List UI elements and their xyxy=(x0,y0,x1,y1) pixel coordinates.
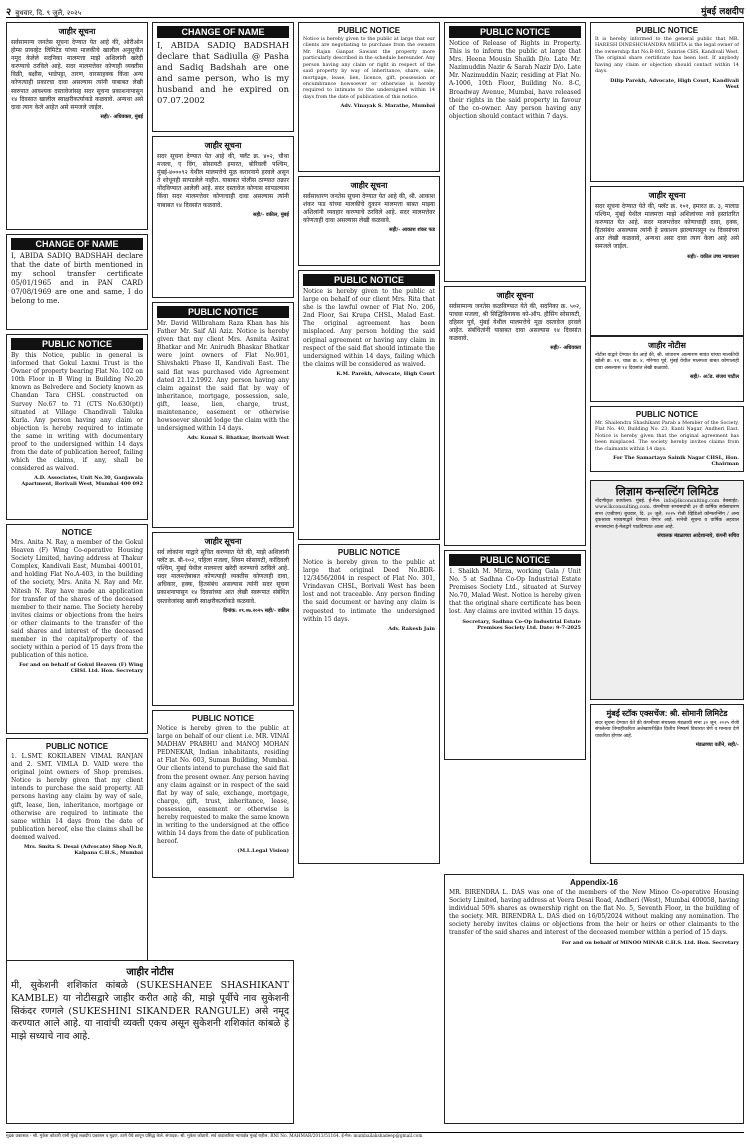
notice-sign: Dilip Parekh, Advocate, High Court, Kandivali West xyxy=(610,77,739,90)
notice-body: सदर सूचना देण्यात येत आहे की, फ्लॅट क्र. ४०२, चौथा मजला, ए विंग, सोसायटी इमारत, बोरिवली पश्चिम, मुंबई-४०००९२ येथील मालमत्तेचे मूळ करारनामे हरवले असून ते शोधूनही सापडलेले नाहीत. याबाबत पोलीस ठाण्यात तक्रार नोंदविण्यात आलेली आहे. सदर दस्तावेज कोणास सापडल्यास किंवा सदर मालमत्तेवर कोणाचाही दावा असल्यास त्यांनी याबाबत १४ दिवसांत कळवावे. xyxy=(157,153,289,209)
page-number: २ xyxy=(6,6,12,18)
notice-body: सदर सूचना देण्यात येते की कंपनीच्या संचालक मंडळाची सभा ३० जून, २०२५ रोजी संपलेल्या तिमाहीकरिता अलेखापरीक्षित वित्तीय निष्कर्ष विचारात घेणे व मान्यता देणे याकरिता होणार आहे. xyxy=(595,721,739,739)
notice-body: Notice of Release of Rights in Property. This is to inform the public at large that Mrs. Heena Mousin Shaikh D/o. Late Mr. Nazimuddin Nazir & Sarah Nazir D/o. Late Mr. Nazimuddin Nazir, residing at Flat No. A-1006, 10th Floor, Building No. 8-C, Broadway Avenue, Mumbai, have released their rights in the said property in favour of the co-owner. Any person having any objection should contact within 7 days. xyxy=(449,40,581,120)
notice-body: मी, सुकेशनी शशिकांत कांबळे (SUKESHANEE SHASHIKANT KAMBLE) या नोटीसद्वारे जाहीर करीत आहे की, माझे पूर्वीचे नाव सुकेशनी सिकंदर रणगले (SUKESHINI SIKANDER RANGULE) असे नमूद करण्यात आले आहे. या नावांची व्यक्ती एकच असून सुकेशनी शशिकांत कांबळे हे माझे सध्याचे नाव आहे. xyxy=(11,980,289,1043)
notice-3 xyxy=(6,334,148,520)
footer-imprint: मुद्रक प्रकाशक - श्री. मुकेश कोठारी यांनी मुंबई लक्षदीप प्रकाशन व मुद्रण, ठाणे येथे छापून प्रसिद्ध केले. संपादक: श्री. मुकेश कोठारी. सर्व वादांकरिता न्यायक्षेत्र मुंबई राहील. RNI No. MAHMAR/2013/51164. ई-मेल: mumbailakshadeep@gmail.com xyxy=(6,1132,744,1140)
notice-sign: दिनांक: ०९.०७.२०२५ सही/- वकील xyxy=(223,607,289,614)
notice-19 xyxy=(590,186,744,336)
notice-title: PUBLIC NOTICE xyxy=(45,742,109,751)
notice-title: PUBLIC NOTICE xyxy=(337,26,401,35)
notice-14 xyxy=(298,176,440,266)
company-name: लिज्ञाम कन्सल्टिंग लिमिटेड xyxy=(615,486,719,498)
notice-title: CHANGE OF NAME xyxy=(157,26,289,38)
notice-sign: सही/- वकील, मुंबई xyxy=(252,211,289,218)
notice-body: It is hereby informed to the general public that MR. HARESH DINESHCHANDRA MEHTA is the legal owner of the ownership flat No.B-801, Sunrise CHS, Kandivali West. The original share certificate has been lost. If anybody having any claim or objection should contact within 14 days. xyxy=(595,37,739,75)
notice-title: जाहीर सूचना xyxy=(350,181,388,190)
notice-sign: K.M. Parekh, Advocate, High Court xyxy=(336,370,435,377)
notice-sign: Secretary, Sadhna Co-Op Industrial Estate Premises Society Ltd. Date: 9-7-2025 xyxy=(462,618,581,631)
notice-8 xyxy=(152,302,294,528)
notice-title: PUBLIC NOTICE xyxy=(337,548,401,557)
notice-13 xyxy=(298,270,440,540)
notice-body: MR. BIRENDRA L. DAS was one of the members of the New Minoo Co-operative Housing Society Limited, having address at Veera Desai Road, Andheri (West), Mumbai 400058, having individual 50% shares as ownership right on the flat No. 5, Seventh Floor, in the building of the society. MR. BIRENDRA L. DAS died on 16/05/2024 without making any nomination. The society hereby invites claims or objections from the heir or heirs or other claimants to the transfer of the said shares and interest of the deceased member within a period of 15 days. xyxy=(449,889,739,937)
notice-title: PUBLIC NOTICE xyxy=(11,338,143,350)
notice-sign: For The Samartaya Sainik Nagar CHSL, Hon. Chairman xyxy=(613,455,739,468)
notice-body: Mr. Shailendra Shashikant Parab a Member of the Society, Flat No. 40, Building No. 23, Kanti Nagar, Andheri East. Notice is hereby given that the original agreement has been misplaced. The society hereby invites claims from the claimants within 14 days. xyxy=(595,421,739,452)
notice-title: जाहीर सूचना xyxy=(496,291,534,300)
notice-title: जाहीर सूचना xyxy=(58,27,96,36)
notice-title: PUBLIC NOTICE xyxy=(303,274,435,286)
notice-title: PUBLIC NOTICE xyxy=(635,26,699,35)
notice-21 xyxy=(590,336,744,402)
notice-body: Notice is hereby given to the public at large on behalf of our client i.e. MR. VINAI MADHAV PRABHU and MANOJ MOHAN PEDNEKAR, Indian inhabitants, residing at Flat No. 603, Suman Building, Mumbai. Our clients intend to purchase the said flat from the present owner. Any person having any claim against or in respect of the said flat by way of sale, exchange, mortgage, charge, gift, trust, inheritance, lease, possession, easement or otherwise is hereby requested to make the same known in writing to the undersigned at the office within 14 days from the date of publication hereof. xyxy=(157,725,289,846)
notice-9 xyxy=(152,532,294,706)
notice-sign: Mrs. Smita S. Desai (Advocate) Shop No.8, Kalpana C.H.S., Mumbai xyxy=(23,844,143,857)
notice-sign: सही/- आकाश शंकर फड xyxy=(389,227,435,234)
notice-sign: सही/- वकील उच्च न्यायालय xyxy=(687,253,739,260)
notice-1 xyxy=(6,22,148,230)
notice-body: नोटीस याद्वारे देण्यात येत आहे की, श्री. शांताराम आत्माराम सावंत यांच्या मालकीची खोली क्र. १२, चाळ क्र. ४, गोरेगाव पूर्व, मुंबई येथील मालमत्ता बाबत कोणालाही दावा असल्यास १४ दिवसांत लेखी कळवावे. xyxy=(595,353,739,371)
notice-title: CHANGE OF NAME xyxy=(11,238,143,250)
notice-sign: सही/- अधिवक्ता, मुंबई xyxy=(100,113,143,120)
notice-title: जाहीर नोटीस xyxy=(648,341,686,350)
notice-20 xyxy=(444,550,586,760)
notice-sign: Adv. Vinayak S. Marathe, Mumbai xyxy=(340,103,435,110)
notice-title: PUBLIC NOTICE xyxy=(449,26,581,38)
notice-body: By this Notice, public in general is informed that Gokul Laxmi Trust is the Owner of property bearing Flat No. 102 on 10th Floor in B Wing in Building No.20 known as Belvedere and Society known as Chandan Tara CHSL constructed on Survey No.67 to 71 (CTS No.630(pt)) situated at Village Chandivali Taluka Kurla. Any person having any claim or objection is hereby required to intimate the same in writing with documentary proof to the undersigned within 14 days from the date of publication hereof, failing which the claims, if any, shall be considered as waived. xyxy=(11,352,143,473)
notice-sign: सही/- अधिवक्ता xyxy=(550,345,581,352)
notice-sign: Adv. Kunal S. Bhatkar, Borivali West xyxy=(187,435,289,442)
notice-body: नोंदणीकृत कार्यालय: मुंबई. ई-मेल: info@lkconsulting.com वेबसाईट: www.lkconsulting.com. कंपनीच्या सभासदांची ३२ वी वार्षिक सर्वसाधारण सभा (एजीएम) बुधवार, दि. ३० जुलै, २०२५ रोजी व्हिडिओ कॉन्फरन्सिंग / अन्य दृकश्राव्य माध्यमाद्वारे घेण्यात येणार आहे. सभेची सूचना व वार्षिक अहवाल सभासदांना ई-मेलद्वारे पाठविण्यात आला आहे. xyxy=(595,499,739,530)
notice-body: सर्व लोकांना याद्वारे सूचित करण्यात येते की, माझे अशिलांनी फ्लॅट क्र. बी-१०२, पहिला मजला, शिवम सोसायटी, कांदिवली पश्चिम, मुंबई येथील मालमत्ता खरेदी करण्याचे ठरविले आहे. सदर मालमत्तेबाबत कोणत्याही व्यक्तीस कोणताही दावा, अधिकार, हक्क, हितसंबंध असल्यास त्यांनी सदर सूचना प्रकाशनापासून १४ दिवसांच्या आत लेखी स्वरूपात संबंधित दस्तावेजांसह खाली स्वाक्षरीकर्त्याकडे कळवावे. xyxy=(157,549,289,605)
notice-22 xyxy=(590,406,744,472)
notice-11 xyxy=(6,960,294,1124)
notice-18 xyxy=(590,22,744,182)
appendix-area xyxy=(444,874,744,1128)
notice-25 xyxy=(444,874,744,1124)
notice-title: PUBLIC NOTICE xyxy=(449,554,581,566)
notice-7 xyxy=(152,136,294,298)
notice-body: सर्वसाधारण जनतेस सूचना देण्यात येत आहे की, श्री. आकाश शंकर फड यांच्या मालकीचे दुकान मालमत्ता बाबत माझ्या अशिलांनी व्यवहार करण्याचे ठरविले आहे. सदर मालमत्तेवर कोणताही दावा असल्यास लेखी कळवावे. xyxy=(303,193,435,225)
notice-sign: For and on behalf of Gokul Heaven (F) Wing CHSL Ltd. Hon. Secretary xyxy=(19,662,143,675)
notice-body: 1. Shaikh M. Mirza, working Gala / Unit No. 5 at Sadhna Co-Op Industrial Estate Premises Society Ltd., situated at Survey No.70, Malad West. Notice is hereby given that the original share certificate has been lost. Any claims are invited within 15 days. xyxy=(449,568,581,616)
notice-title: PUBLIC NOTICE xyxy=(635,410,699,419)
notice-body: सदर सूचना देण्यात येते की, फ्लॅट क्र. १०१, इमारत क्र. ३, मालाड पश्चिम, मुंबई येथील मालमत्ता माझे अशिलांच्या नावे हस्तांतरित करण्यात येत आहे. सदर मालमत्तेवर कोणाचाही दावा, हक्क, हितसंबंध असल्यास त्यांनी हे प्रकाशन झाल्यापासून १४ दिवसांच्या आत लेखी कळवावे, अन्यथा असा दावा त्याग केला आहे असे समजले जाईल. xyxy=(595,203,739,251)
notice-17 xyxy=(444,286,586,546)
notice-sign: (M.L.Legal Vision) xyxy=(237,848,289,855)
notice-body: Mrs. Anita N. Ray, a member of the Gokul Heaven (F) Wing Co-operative Housing Society Limited, having address at Thakur Complex, Kandivali East, Mumbai 400101, and holding Flat No.A-403, in the building of the society, Mrs. Anita N. Ray and Mr. Nitesh N. Ray have made an application for transfer of the shares of the deceased member to their name. The Society hereby invites claims or objections from the heirs or other claimants to the transfer of the said shares and interest of the deceased member in the capital/property of the society within a period of 15 days from the publication of this notice. xyxy=(11,539,143,660)
column-3 xyxy=(298,22,440,872)
notice-body: Notice is hereby given to the public at large that original Deed No.BDR-12/3456/2004 in respect of Flat No. 301, Vrindavan CHSL, Borivali West has been lost and not traceable. Any person finding the said document or having any claim is requested to intimate the undersigned within 15 days. xyxy=(303,559,435,623)
notice-body: I, ABIDA SADIQ BADSHAH declare that the date of birth mentioned in my school transfer certificate 05/01/1965 and in PAN CARD 07/08/1969 are one and same, I do belong to me. xyxy=(11,252,143,306)
notice-title: जाहीर सूचना xyxy=(648,191,686,200)
notice-body: सर्वसामान्य जनतेस सूचना देण्यात येत आहे की, ओरीओन होम्स प्रायव्हेट लिमिटेड यांच्या मालकीचे खालील अनुसूचीत नमूद केलेले सदनिका मालमत्ता माझे अशिलांनी खरेदी करण्याचे ठरविले आहे. सदर मालमत्तेवर कोणाही व्यक्तीस विक्री, बक्षीस, भाडेपट्टा, तारण, वारसाहक्क किंवा अन्य कोणत्याही प्रकारचा दावा असल्यास त्यांनी याबाबत लेखी स्वरुपात आवश्यक दस्तावेजांसह सदर सूचना प्रकाशनापासून १४ दिवसात खालील स्वाक्षरीकर्त्याकडे कळवावे. अन्यथा असे दावा त्याग केले आहेत असे समजले जाईल. xyxy=(11,39,143,111)
notice-15 xyxy=(444,22,586,282)
notice-sign: मंडळाच्या वतीने, सही/- xyxy=(695,742,739,749)
notice-body: सर्वसामान्य जनतेस कळविण्यात येते की, सदनिका क्र. ५०२, पाचवा मजला, श्री सिद्धिविनायक को-ऑप. हौसिंग सोसायटी, दहिसर पूर्व, मुंबई येथील मालमत्तेचे मूळ दस्तावेज हरवले आहेत. संबंधितांनी याबाबत दावा असल्यास १४ दिवसांत कळवावे. xyxy=(449,303,581,343)
notice-title: मुंबई स्टॉक एक्सचेंज: श्री. सोमानी लिमिटेड xyxy=(606,709,728,718)
notice-sign: संचालक मंडळाच्या आदेशान्वये, कंपनी सचिव xyxy=(657,533,739,540)
notice-title: जाहीर नोटीस xyxy=(126,967,174,978)
notice-title: NOTICE xyxy=(61,528,93,537)
notice-sign: A.D. Associates, Unit No.30, Ganjawala Apartment, Borivali West, Mumbai 400 092 xyxy=(21,475,143,488)
notice-body: I, ABIDA SADIQ BADSHAH declare that Sadiulla @ Pasha and Sadiq Badshah are one and same person, who is my husband and he expired on 07.07.2002 xyxy=(157,40,289,105)
notice-sign: Adv. Rakesh Jain xyxy=(388,625,435,632)
notice-title: जाहीर सूचना xyxy=(204,141,242,150)
notice-body: Notice is hereby given to the public at large on behalf of our client Mrs. Rita that she is the lawful owner of Flat No. 206, 2nd Floor, Sai Krupa CHSL, Malad East. The original agreement has been misplaced. Any person holding the said original agreement or having any claim in respect of the said flat should intimate the undersigned within 14 days, failing which the claims will be considered as waived. xyxy=(303,288,435,368)
wide-notice-area xyxy=(6,960,294,1128)
notice-12 xyxy=(298,22,440,172)
notice-title: Appendix-16 xyxy=(569,878,618,887)
notice-4 xyxy=(6,524,148,734)
notice-2 xyxy=(6,234,148,330)
notice-sign: सही/- अॅड. संजय पाटील xyxy=(690,374,739,381)
masthead xyxy=(6,4,744,18)
notice-title: जाहीर सूचना xyxy=(204,537,242,546)
notice-body: Notice is hereby given to the public at large that our clients are negotiating to purchase from the owners Mr. Rajan Ganpat Sawant the property more particularly described in the schedule hereunder. Any person having any claim or right in respect of the said property by way of inheritance, share, sale, mortgage, lease, lien, licence, gift, possession or encumbrance howsoever or otherwise is hereby required to intimate to the undersigned within 14 days from the date of publication of this notice. xyxy=(303,37,435,100)
notice-6 xyxy=(152,22,294,132)
notice-23 xyxy=(590,480,744,700)
company-notices xyxy=(590,480,744,870)
notice-body: Mr. David Wilbraham Raza Khan has his Father Mr. Saif Ali Aziz. Notice is hereby given that my client Mrs. Asmita Asirat Bhatkar and Mr. Anirudh Bhaskar Bhatkar were joint owners of Flat No.901, Shivshakti Phase II, Kandivali East. The said flat was purchased vide Agreement dated 21.12.1992. Any person having any claim against the said flat by way of inheritance, mortgage, possession, sale, gift, lease, lien, charge, trust, maintenance, easement or otherwise howsoever should lodge the claim with the undersigned within 14 days. xyxy=(157,320,289,433)
notice-24 xyxy=(590,704,744,864)
notice-10 xyxy=(152,710,294,878)
notice-body: 1. L.SMT. KOKILABEN VIMAL RANJAN and 2. SMT. VIMLA D. VAID were the original joint owners of Shop premises. Notice is hereby given that my client intends to purchase the said property. All persons having any claim by way of sale, gift, lease, lien, inheritance, mortgage or otherwise are required to intimate the same within 14 days from the date of publication hereof, else the claims shall be deemed waived. xyxy=(11,753,143,841)
right-notices xyxy=(590,336,744,476)
notice-title: PUBLIC NOTICE xyxy=(191,714,255,723)
issue-date: बुधवार, दि. ९ जुलै, २०२५ xyxy=(15,8,82,17)
notice-16 xyxy=(298,544,440,864)
notice-title: PUBLIC NOTICE xyxy=(157,306,289,318)
newspaper-brand: मुंबई लक्षदीप xyxy=(701,7,744,17)
notice-sign: For and on behalf of MINOO MINAR C.H.S. Ltd. Hon. Secretary xyxy=(561,939,739,946)
